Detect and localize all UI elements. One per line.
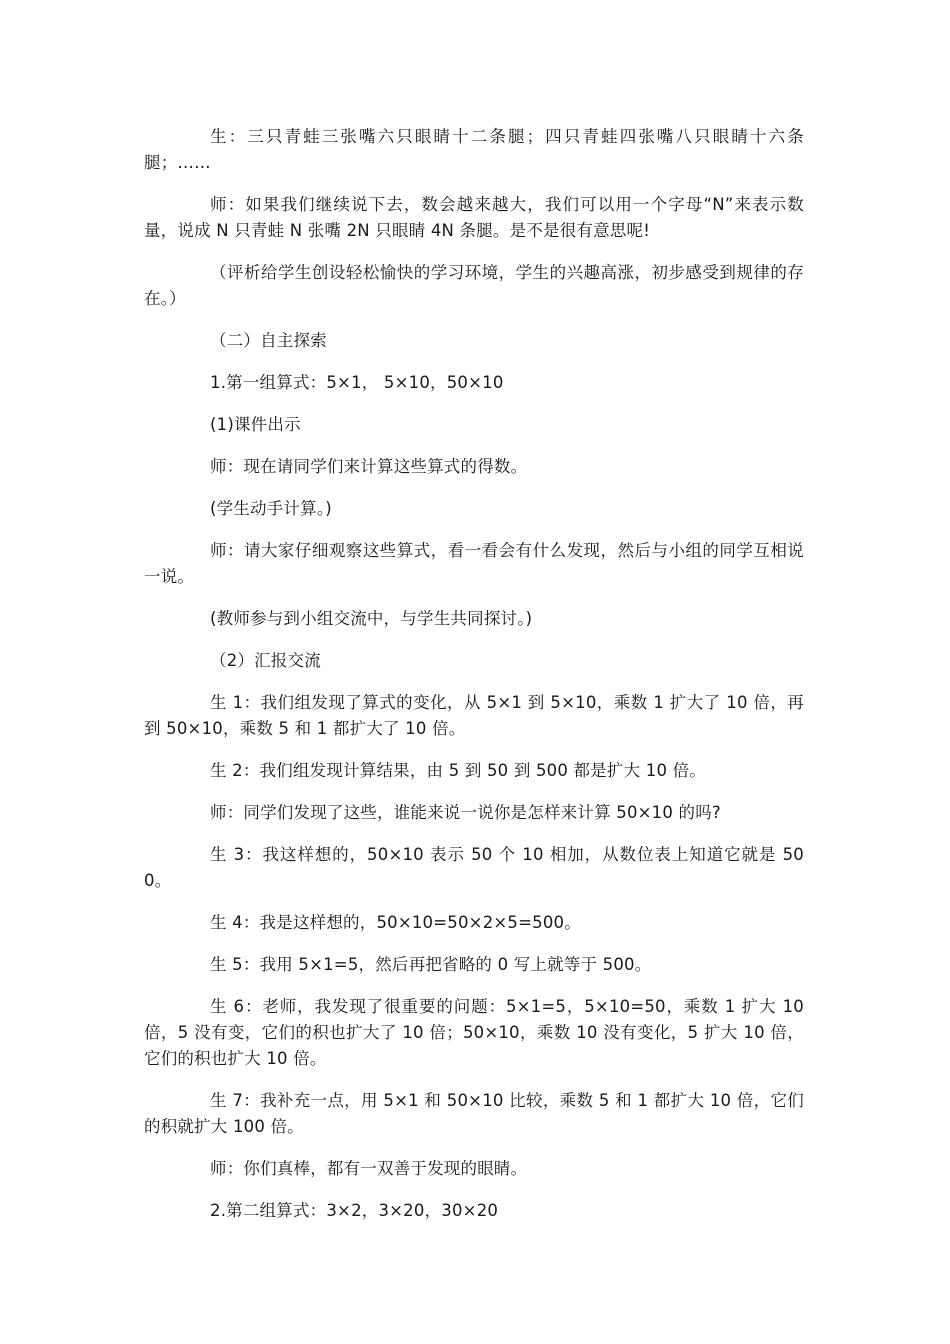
paragraph-group-one-formulas: 1.第一组算式：5×1， 5×10，50×10 — [210, 373, 504, 392]
paragraph-courseware-display: (1)课件出示 — [210, 415, 301, 434]
paragraph-student-3: 生 3：我这样想的，50×10 表示 50 个 10 相加，从数位表上知道它就是 500。 — [144, 845, 804, 890]
section-heading-self-exploration: （二）自主探索 — [210, 331, 327, 350]
paragraph-student-1: 生 1：我们组发现了算式的变化，从 5×1 到 5×10，乘数 1 扩大了 10 倍，再到 50×10，乘数 5 和 1 都扩大了 10 倍。 — [144, 693, 804, 738]
paragraph-student-4: 生 4：我是这样想的，50×10=50×2×5=500。 — [210, 913, 581, 932]
paragraph-student-2: 生 2：我们组发现计算结果，由 5 到 50 到 500 都是扩大 10 倍。 — [210, 761, 706, 780]
paragraph-student-6: 生 6：老师，我发现了很重要的问题：5×1=5，5×10=50，乘数 1 扩大 10 倍，5 没有变，它们的积也扩大了 10 倍；50×10，乘数 10 没有变化，5 扩大 10 倍，它们的积也扩大 10 倍。 — [144, 997, 804, 1068]
paragraph-student-7: 生 7：我补充一点，用 5×1 和 50×10 比较，乘数 5 和 1 都扩大 10 倍，它们的积就扩大 100 倍。 — [144, 1091, 804, 1136]
paragraph-group-two-formulas: 2.第二组算式：3×2，3×20，30×20 — [210, 1201, 499, 1220]
paragraph-students-calculate: (学生动手计算。) — [210, 499, 332, 518]
paragraph-teacher-praise: 师：你们真棒，都有一双善于发现的眼睛。 — [210, 1159, 528, 1178]
paragraph-teacher-calculate: 师：现在请同学们来计算这些算式的得数。 — [210, 457, 528, 476]
paragraph-teacher-letter-n: 师：如果我们继续说下去，数会越来越大，我们可以用一个字母“N”来表示数量，说成 N 只青蛙 N 张嘴 2N 只眼睛 4N 条腿。是不是很有意思呢! — [144, 195, 804, 240]
document-body — [144, 124, 804, 1224]
paragraph-teacher-joins-groups: (教师参与到小组交流中，与学生共同探讨。) — [210, 609, 533, 628]
paragraph-student-5: 生 5：我用 5×1=5，然后再把省略的 0 写上就等于 500。 — [210, 955, 652, 974]
paragraph-teacher-question: 师：同学们发现了这些，谁能来说一说你是怎样来计算 50×10 的吗? — [210, 803, 721, 822]
paragraph-teacher-observe: 师：请大家仔细观察这些算式，看一看会有什么发现，然后与小组的同学互相说一说。 — [144, 541, 804, 586]
paragraph-commentary: （评析给学生创设轻松愉快的学习环境，学生的兴趣高涨，初步感受到规律的存在。） — [144, 263, 804, 308]
paragraph-report-exchange: （2）汇报交流 — [210, 651, 321, 670]
paragraph-student-frogs: 生：三只青蛙三张嘴六只眼睛十二条腿；四只青蛙四张嘴八只眼睛十六条腿；…… — [144, 127, 804, 172]
